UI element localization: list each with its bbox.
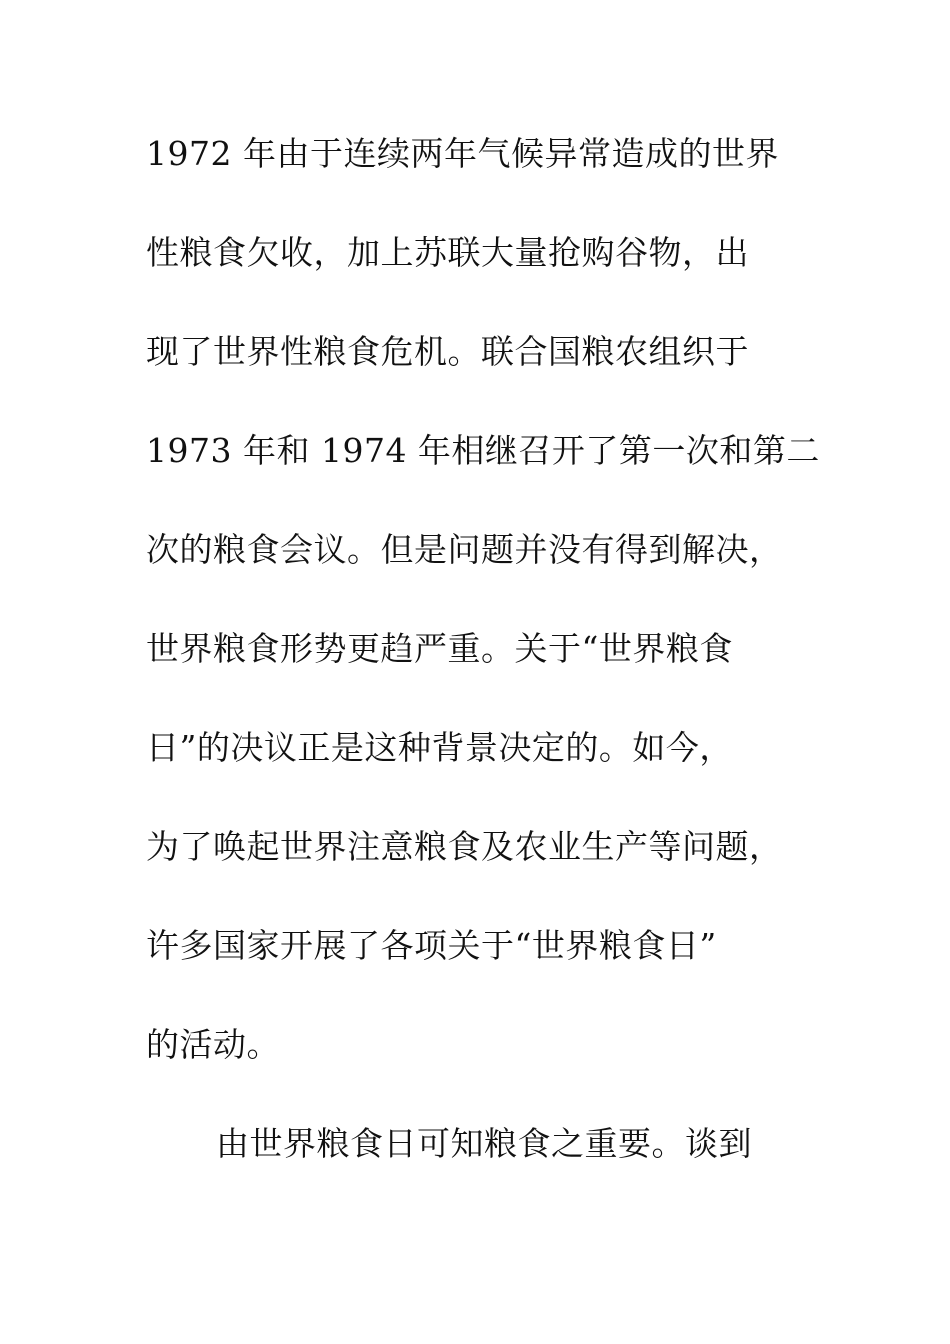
- text-line: 1973 年和 1974 年相继召开了第一次和第二: [146, 431, 820, 470]
- text-line: 许多国家开展了各项关于“世界粮食日”: [146, 926, 717, 965]
- paragraph-start-line: 由世界粮食日可知粮食之重要。谈到: [216, 1124, 752, 1163]
- text-line: 世界粮食形势更趋严重。关于“世界粮食: [146, 629, 733, 668]
- text-line: 日”的决议正是这种背景决定的。如今，: [146, 728, 733, 767]
- body-text: [146, 124, 820, 1213]
- text-line: 性粮食欠收，加上苏联大量抢购谷物，出: [146, 233, 749, 272]
- text-line: 次的粮食会议。但是问题并没有得到解决，: [146, 530, 783, 569]
- text-line: 为了唤起世界注意粮食及农业生产等问题，: [146, 827, 783, 866]
- text-line: 现了世界性粮食危机。联合国粮农组织于: [146, 332, 749, 371]
- text-line: 1972 年由于连续两年气候异常造成的世界: [146, 134, 779, 173]
- text-line: 的活动。: [146, 1025, 280, 1064]
